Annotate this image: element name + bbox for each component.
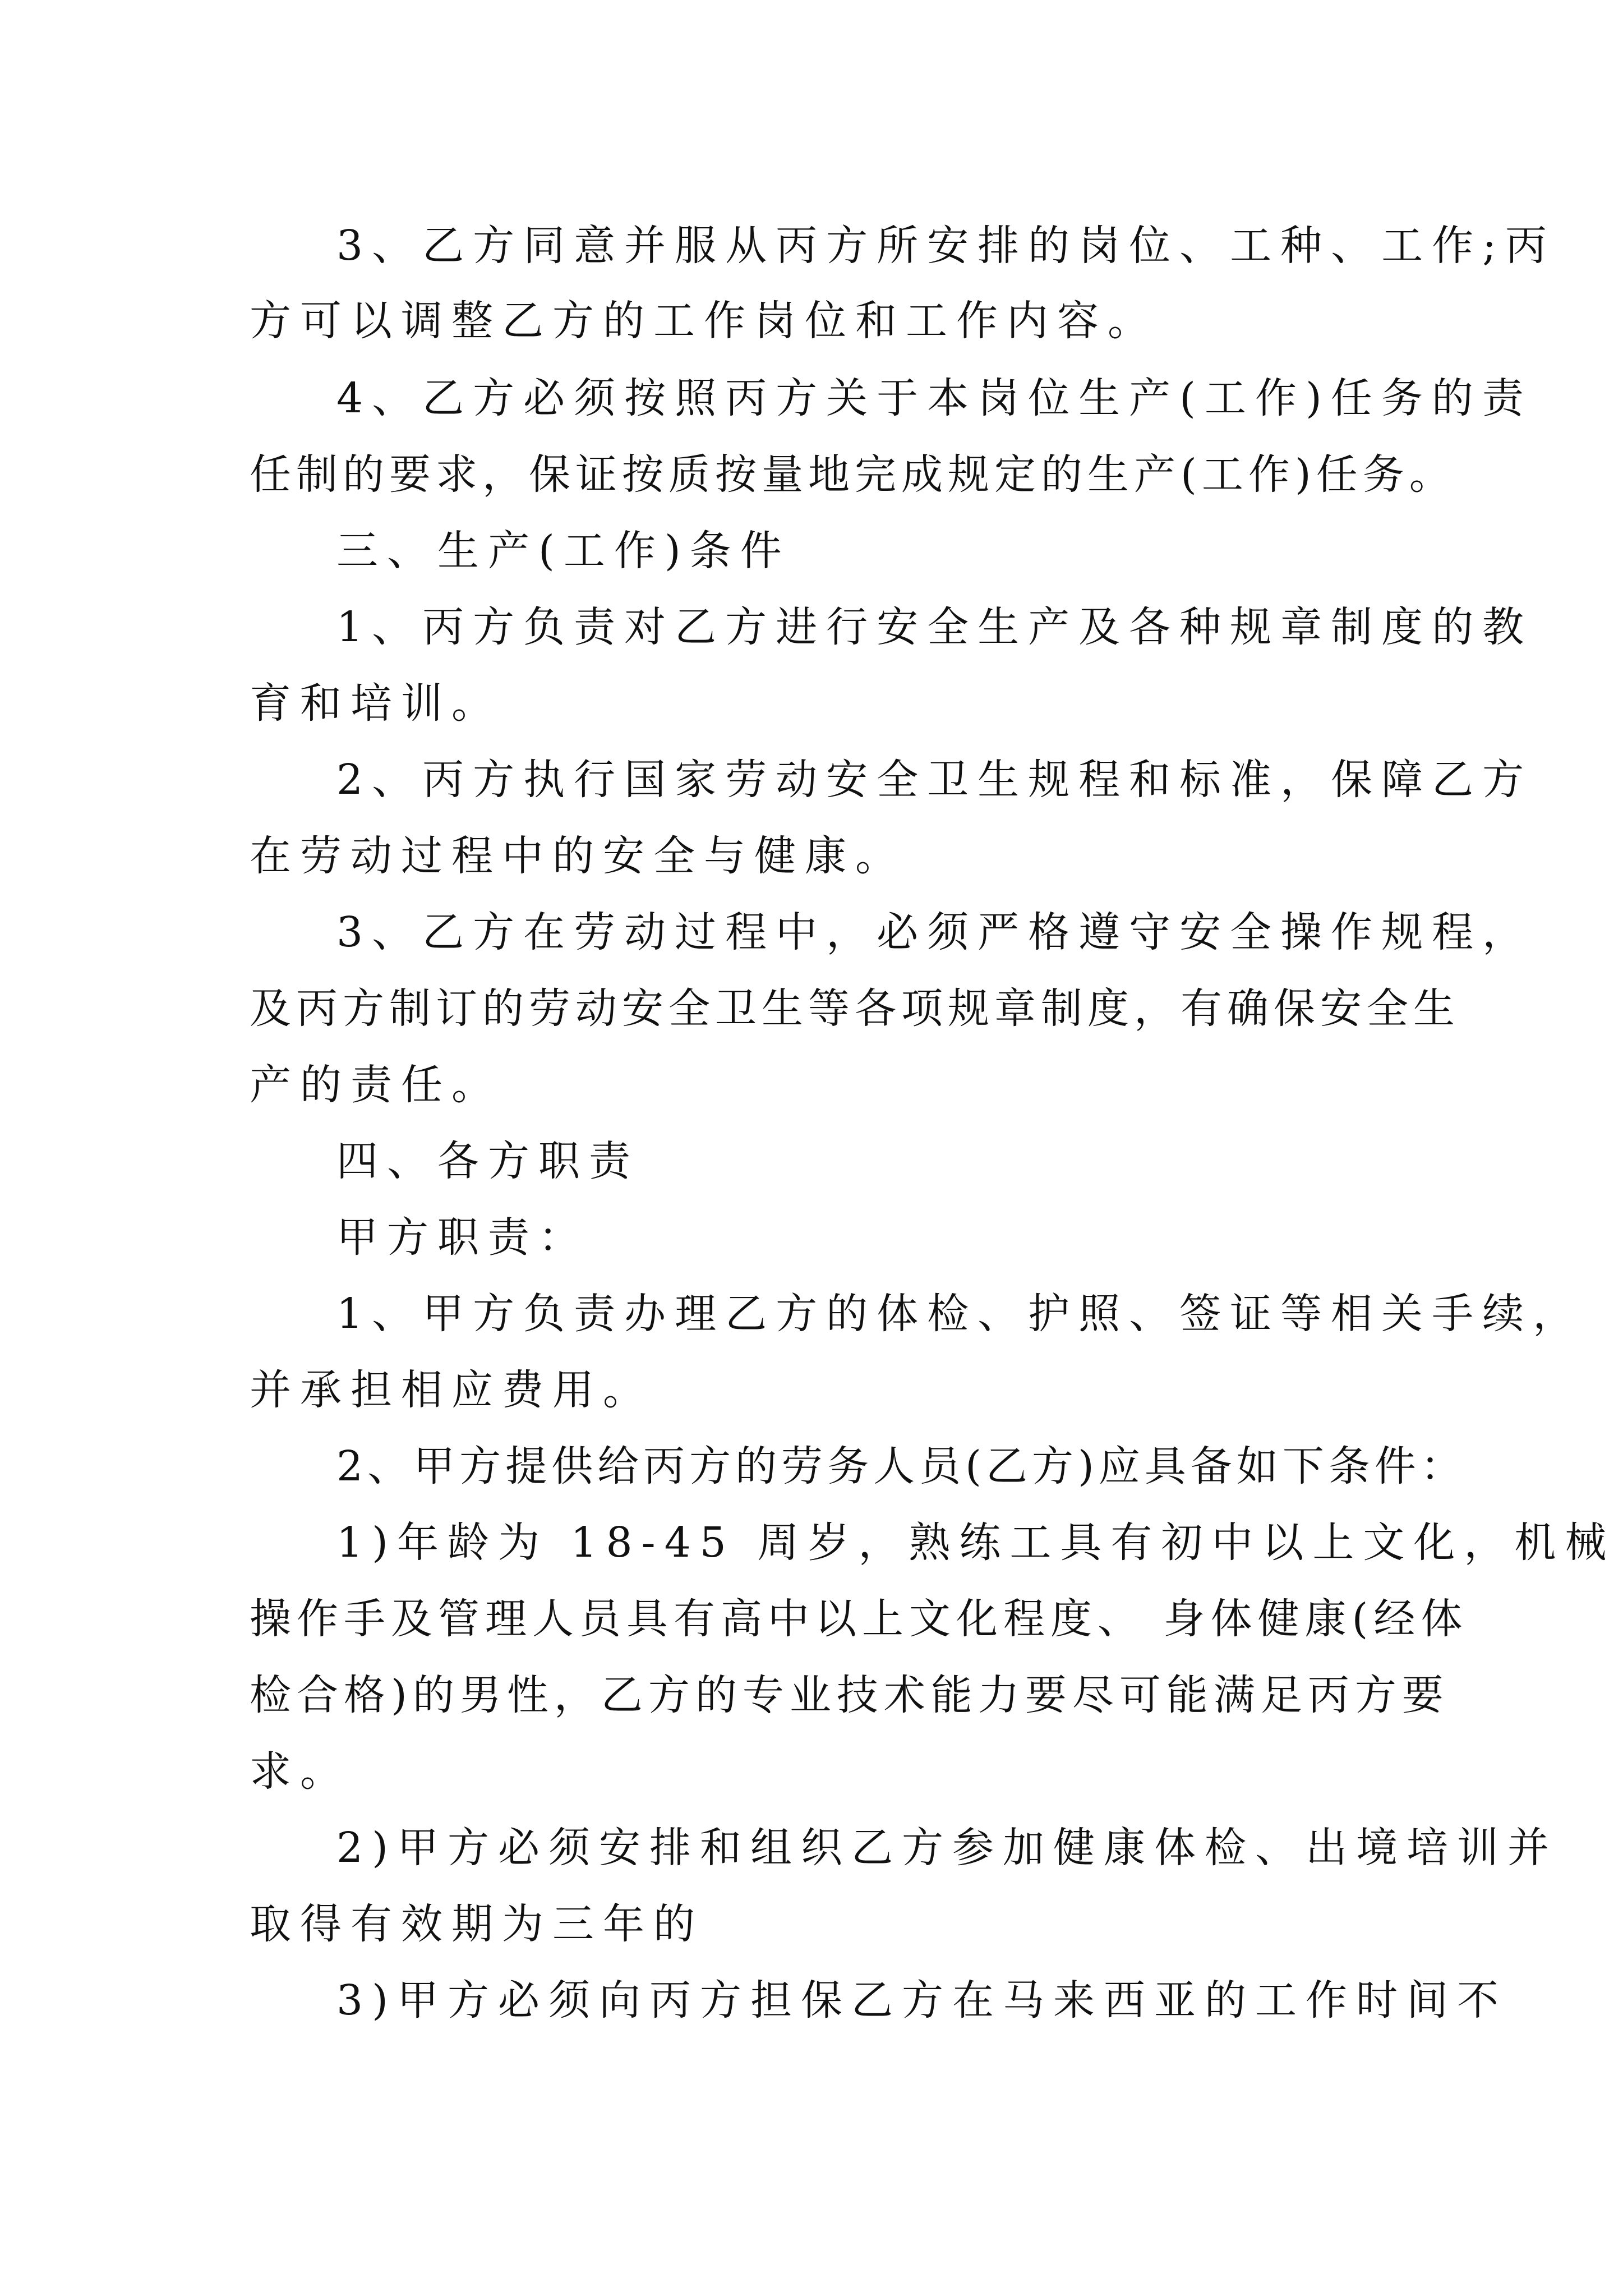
paragraph-line: 在劳动过程中的安全与健康。 [250,832,906,880]
paragraph-line: 1、丙方负责对乙方进行安全生产及各种规章制度的教 [336,603,1533,651]
section-heading: 四、各方职责 [336,1137,639,1185]
paragraph-line: 3)甲方必须向丙方担保乙方在马来西亚的工作时间不 [336,1976,1507,2024]
paragraph-line: 方可以调整乙方的工作岗位和工作内容。 [250,297,1158,345]
subsection-heading: 甲方职责： [336,1213,589,1262]
paragraph-line: 操作手及管理人员具有高中以上文化程度、 身体健康(经体 [250,1595,1468,1643]
paragraph-line: 1、甲方负责办理乙方的体检、护照、签证等相关手续， [336,1290,1584,1338]
paragraph-line: 检合格)的男性，乙方的专业技术能力要尽可能满足丙方要 [250,1671,1449,1719]
paragraph-line: 取得有效期为三年的 [250,1900,704,1948]
paragraph-line: 2、丙方执行国家劳动安全卫生规程和标准，保障乙方 [336,756,1533,804]
paragraph-line: 并承担相应费用。 [250,1366,653,1414]
paragraph-line: 3、乙方在劳动过程中，必须严格遵守安全操作规程， [336,908,1533,956]
paragraph-line: 2、甲方提供给丙方的劳务人员(乙方)应具备如下条件： [336,1442,1467,1490]
paragraph-line: 1)年龄为 18-45 周岁，熟练工具有初中以上文化，机械 [336,1519,1616,1567]
paragraph-line: 及丙方制订的劳动安全卫生等各项规章制度，有确保安全生 [250,984,1460,1033]
paragraph-line: 求。 [250,1747,351,1796]
paragraph-line: 任制的要求，保证按质按量地完成规定的生产(工作)任务。 [250,450,1456,499]
paragraph-line: 4、乙方必须按照丙方关于本岗位生产(工作)任务的责 [336,374,1533,422]
paragraph-line: 2)甲方必须安排和组织乙方参加健康体检、出境培训并 [336,1824,1558,1872]
paragraph-line: 育和培训。 [250,679,502,728]
paragraph-line: 产的责任。 [250,1061,502,1109]
paragraph-line: 3、乙方同意并服从丙方所安排的岗位、工种、工作;丙 [336,222,1556,270]
section-heading: 三、生产(工作)条件 [336,527,791,575]
